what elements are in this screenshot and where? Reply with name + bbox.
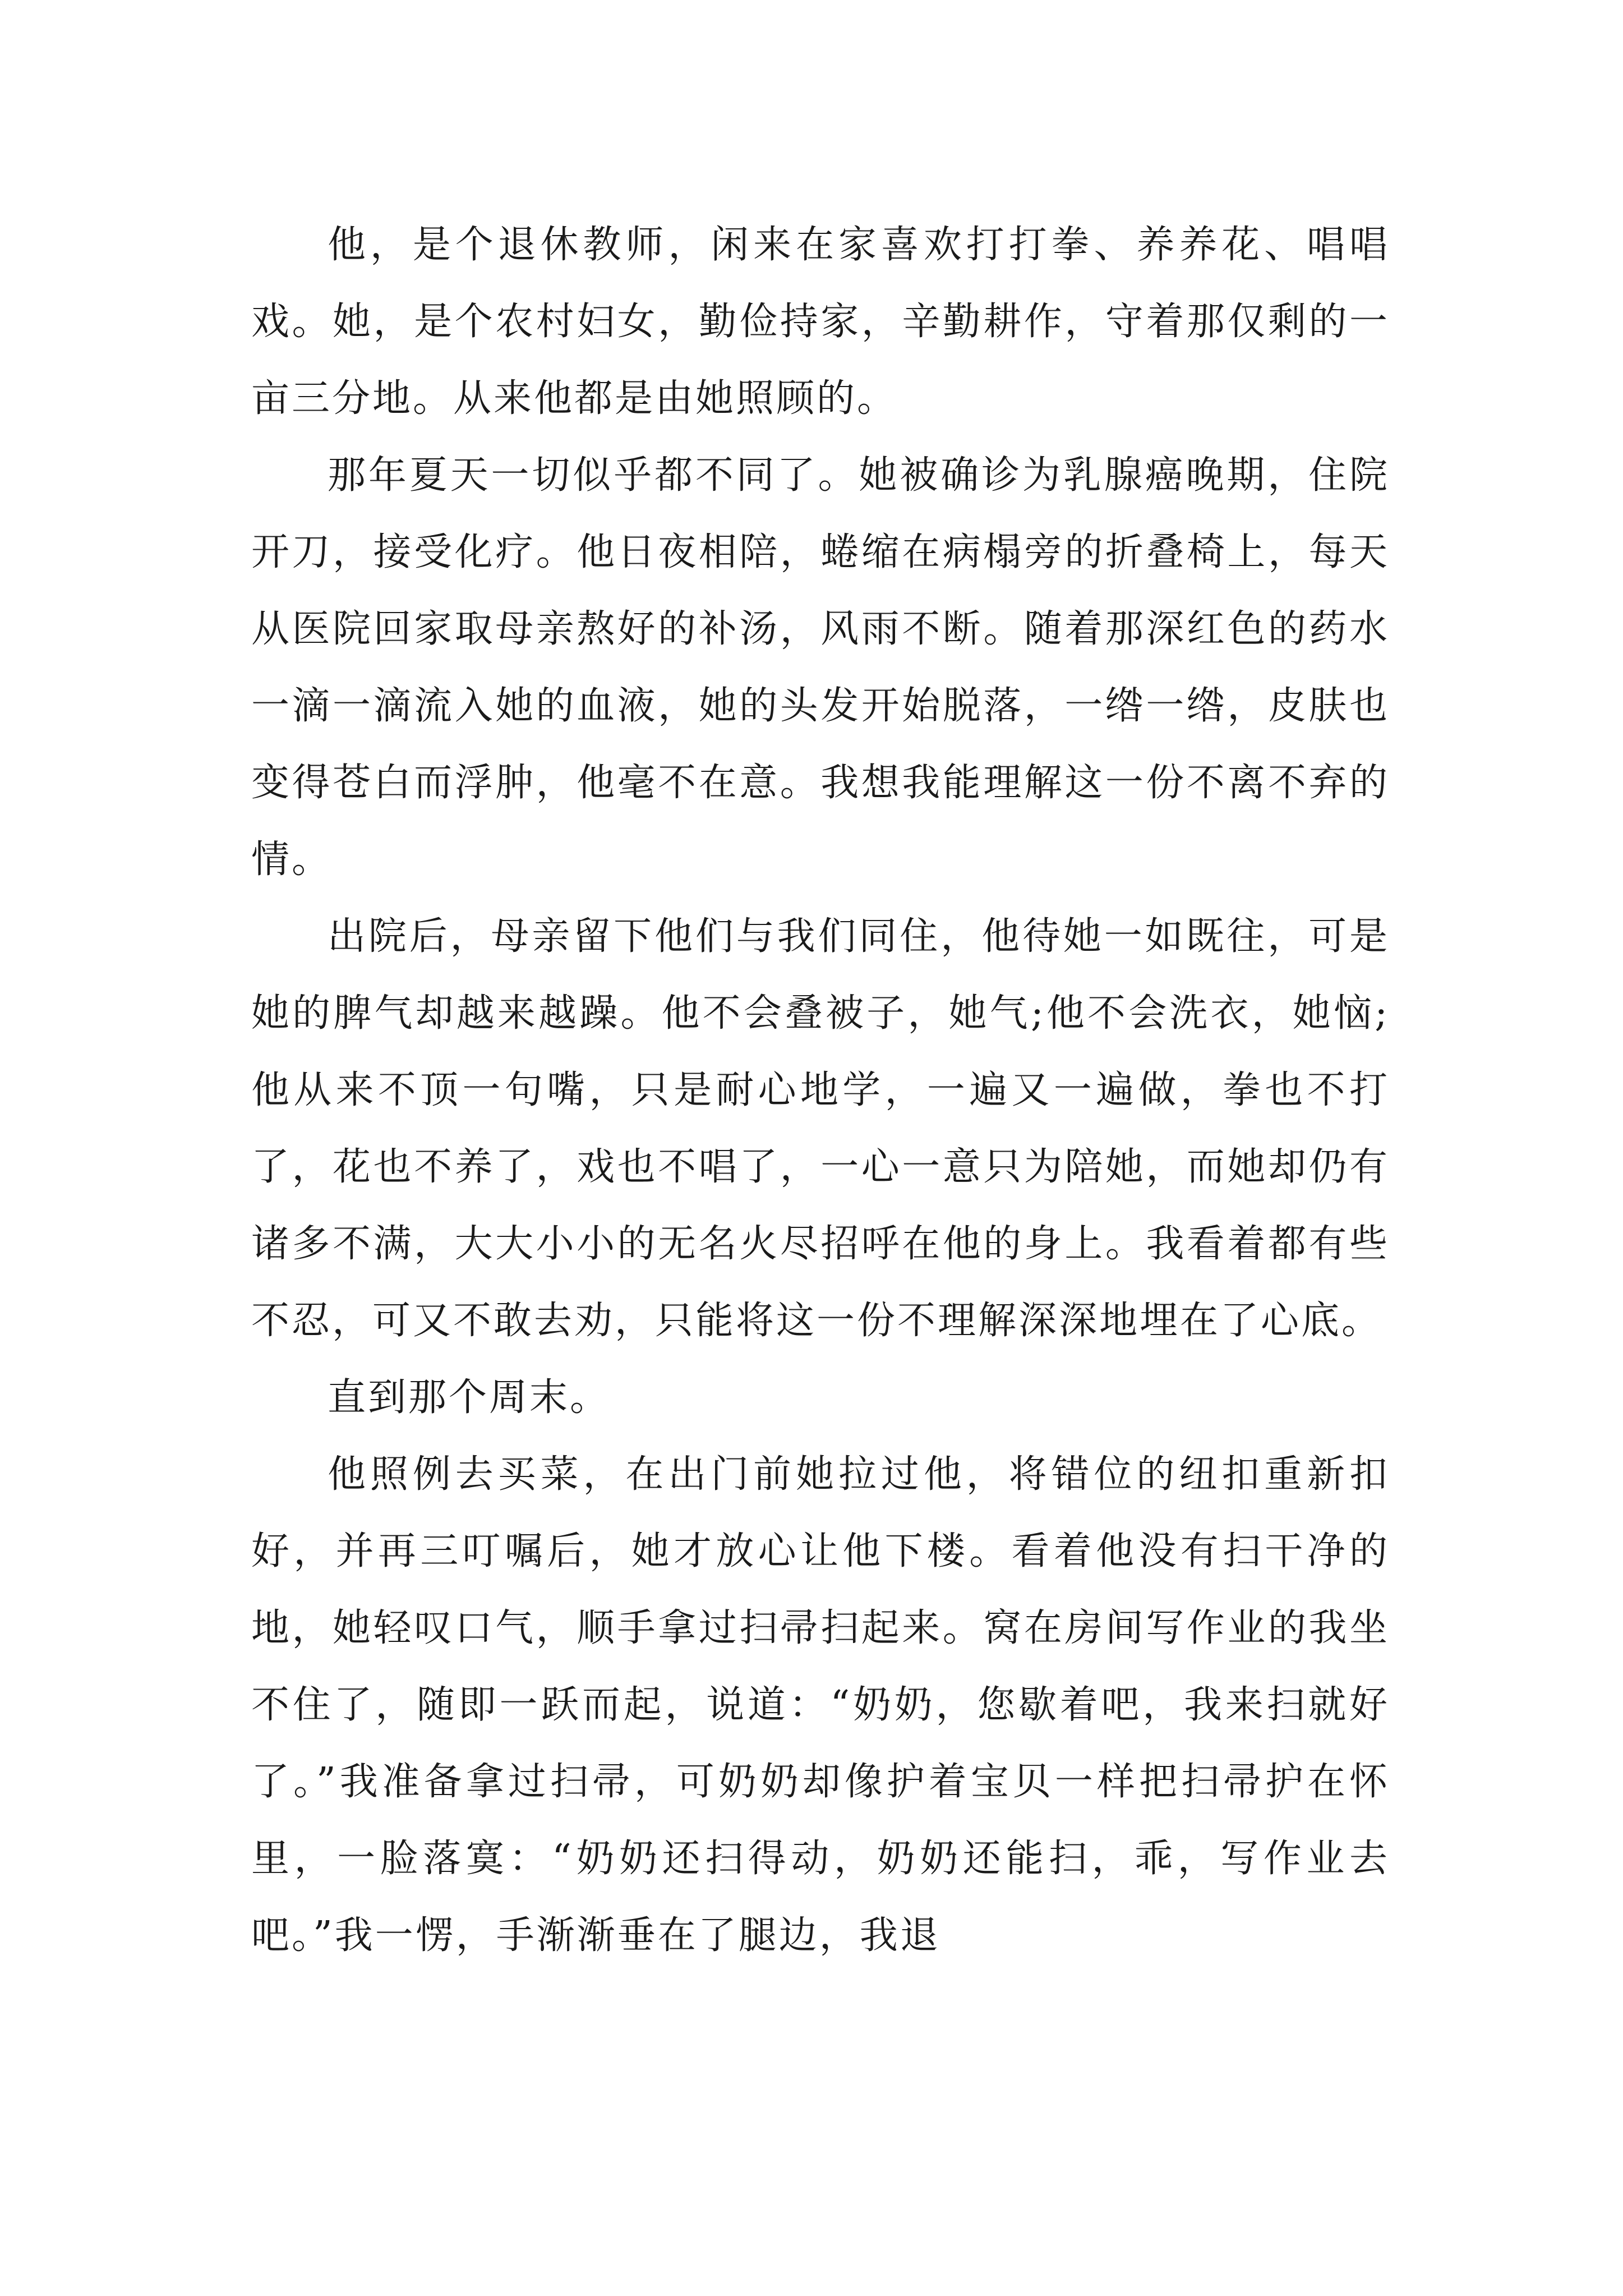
paragraph-5: 他照例去买菜，在出门前她拉过他，将错位的纽扣重新扣好，并再三叮嘱后，她才放心让他下楼。看着他没有扫干净的地，她轻叹口气，顺手拿过扫帚扫起来。窝在房间写作业的我坐不住了，随即一跃而起，说道：“奶奶，您歇着吧，我来扫就好了。”我准备拿过扫帚，可奶奶却像护着宝贝一样把扫帚护在怀里，一脸落寞：“奶奶还扫得动，奶奶还能扫，乖，写作业去吧。”我一愣，手渐渐垂在了腿边，我退: [251, 1452, 1390, 1958]
paragraph-1: 他，是个退休教师，闲来在家喜欢打打拳、养养花、唱唱戏。她，是个农村妇女，勤俭持家，辛勤耕作，守着那仅剩的一亩三分地。从来他都是由她照顾的。: [251, 223, 1390, 421]
paragraph-4: 直到那个周末。: [328, 1375, 611, 1420]
paragraph-2: 那年夏天一切似乎都不同了。她被确诊为乳腺癌晚期，住院开刀，接受化疗。他日夜相陪，蜷缩在病榻旁的折叠椅上，每天从医院回家取母亲熬好的补汤，风雨不断。随着那深红色的药水一滴一滴流入她的血液，她的头发开始脱落，一绺一绺，皮肤也变得苍白而浮肿，他毫不在意。我想我能理解这一份不离不弃的情。: [251, 453, 1390, 882]
paragraph-3: 出院后，母亲留下他们与我们同住，他待她一如既往，可是她的脾气却越来越躁。他不会叠被子，她气;他不会洗衣，她恼;他从来不顶一句嘴，只是耐心地学，一遍又一遍做，拳也不打了，花也不养了，戏也不唱了，一心一意只为陪她，而她却仍有诸多不满，大大小小的无名火尽招呼在他的身上。我看着都有些不忍，可又不敢去劝，只能将这一份不理解深深地埋在了心底。: [251, 914, 1390, 1343]
body-text: [251, 206, 1390, 1974]
